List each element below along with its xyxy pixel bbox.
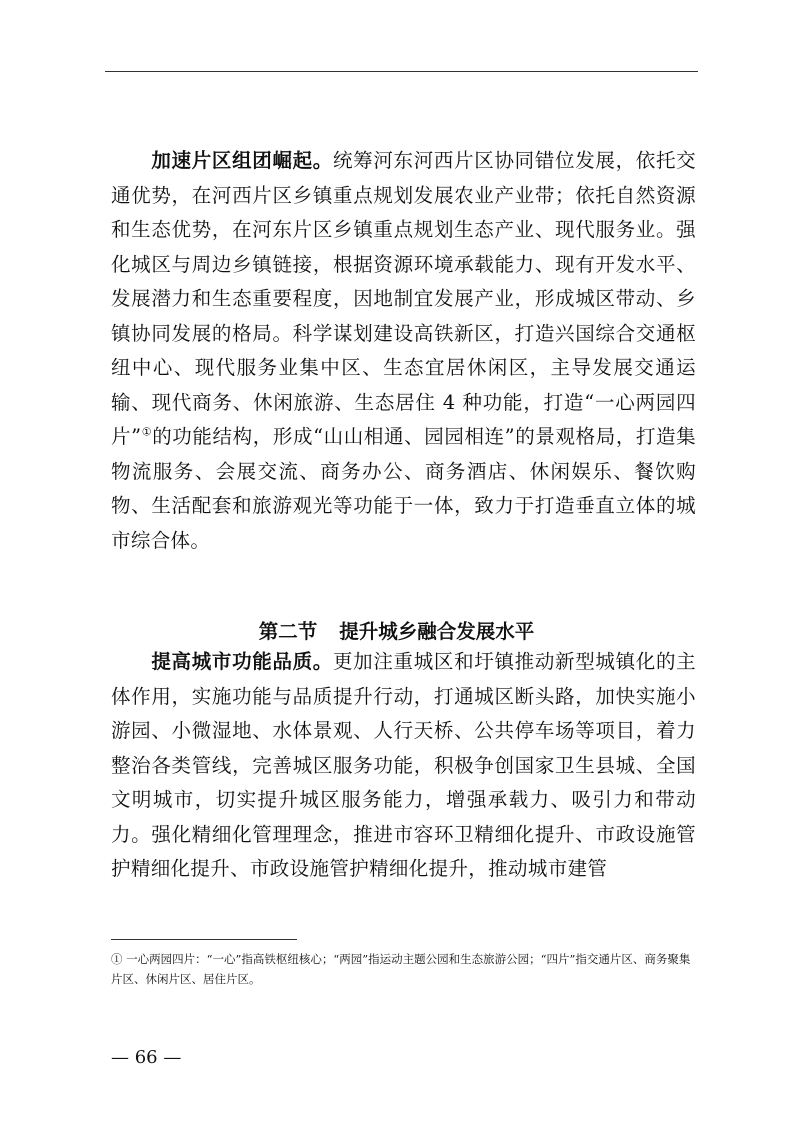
footnote-text: 一心两园四片：“一心”指高铁枢纽核心；“两园”指运动主题公园和生态旅游公园；“四片”指交通片区、商务聚集片区、休闲片区、居住片区。 <box>111 952 691 986</box>
page-number: — 66 — <box>111 1047 182 1068</box>
paragraph-text-continued: 的功能结构，形成“山山相通、园园相连”的景观格局，打造集物流服务、会展交流、商务办公、商务酒店、休闲娱乐、餐饮购物、生活配套和旅游观光等功能于一体，致力于打造垂直立体的城市综合体。 <box>111 425 696 552</box>
paragraph-text: 统筹河东河西片区协同错位发展，依托交通优势，在河西片区乡镇重点规划发展农业产业带；依托自然资源和生态优势，在河东片区乡镇重点规划生态产业、现代服务业。强化城区与周边乡镇链接，根据资源环境承载能力、现有开发水平、发展潜力和生态重要程度，因地制宜发展产业，形成城区带动、乡镇协同发展的格局。科学谋划建设高铁新区，打造兴国综合交通枢纽中心、现代服务业集中区、生态宜居休闲区，主导发展交通运输、现代商务、休闲旅游、生态居住 4 种功能，打造“一心两园四片” <box>111 149 696 448</box>
paragraph-urban-quality <box>111 645 696 887</box>
footnote-marker: ① <box>111 952 123 966</box>
footnote-reference[interactable]: ① <box>141 425 153 439</box>
section-heading <box>0 615 793 649</box>
footnote-rule <box>111 939 297 940</box>
section-number: 第二节 <box>258 620 318 643</box>
paragraph-text: 更加注重城区和圩镇推动新型城镇化的主体作用，实施功能与品质提升行动，打通城区断头路，加快实施小游园、小微湿地、水体景观、人行天桥、公共停车场等项目，着力整治各类管线，完善城区服务功能，积极争创国家卫生县城、全国文明城市，切实提升城区服务能力，增强承载力、吸引力和带动力。强化精细化管理理念，推进市容环卫精细化提升、市政设施管护精细化提升、市政设施管护精细化提升，推动城市建管 <box>111 650 696 880</box>
paragraph-lead: 提高城市功能品质。 <box>151 650 333 673</box>
paragraph-lead: 加速片区组团崛起。 <box>151 149 333 172</box>
paragraph-accelerate-districts <box>111 144 696 558</box>
footnote <box>111 949 696 989</box>
section-title: 提升城乡融合发展水平 <box>339 620 535 643</box>
header-rule <box>105 71 698 72</box>
